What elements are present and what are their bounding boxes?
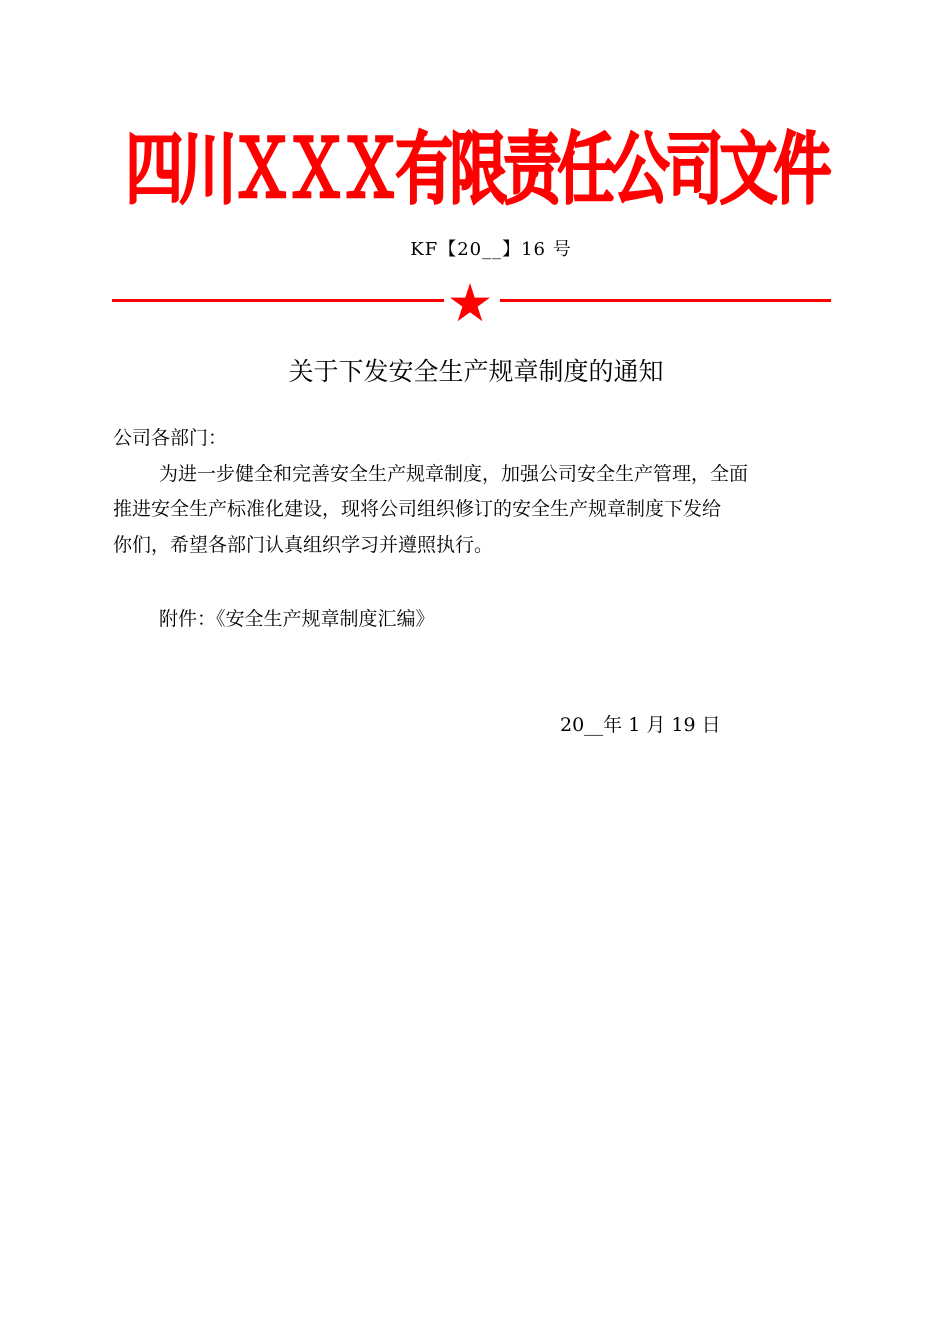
paragraph-line: 推进安全生产标准化建设，现将公司组织修订的安全生产规章制度下发给 (113, 498, 722, 520)
divider-line-right (500, 299, 831, 302)
divider-line-left (112, 299, 444, 302)
document-header-title: 四川ＸＸＸ有限责任公司文件 (125, 125, 828, 215)
star-icon (448, 281, 492, 325)
document-number: KF【20__】16 号 (410, 239, 572, 260)
attachment-line: 附件：《安全生产规章制度汇编》 (159, 608, 435, 630)
paragraph-line: 为进一步健全和完善安全生产规章制度，加强公司安全生产管理，全面 (159, 463, 749, 485)
issue-date: 20__年 1 月 19 日 (560, 714, 721, 736)
notice-title: 关于下发安全生产规章制度的通知 (288, 357, 664, 386)
salutation: 公司各部门： (113, 427, 228, 449)
paragraph-line: 你们，希望各部门认真组织学习并遵照执行。 (113, 534, 494, 556)
